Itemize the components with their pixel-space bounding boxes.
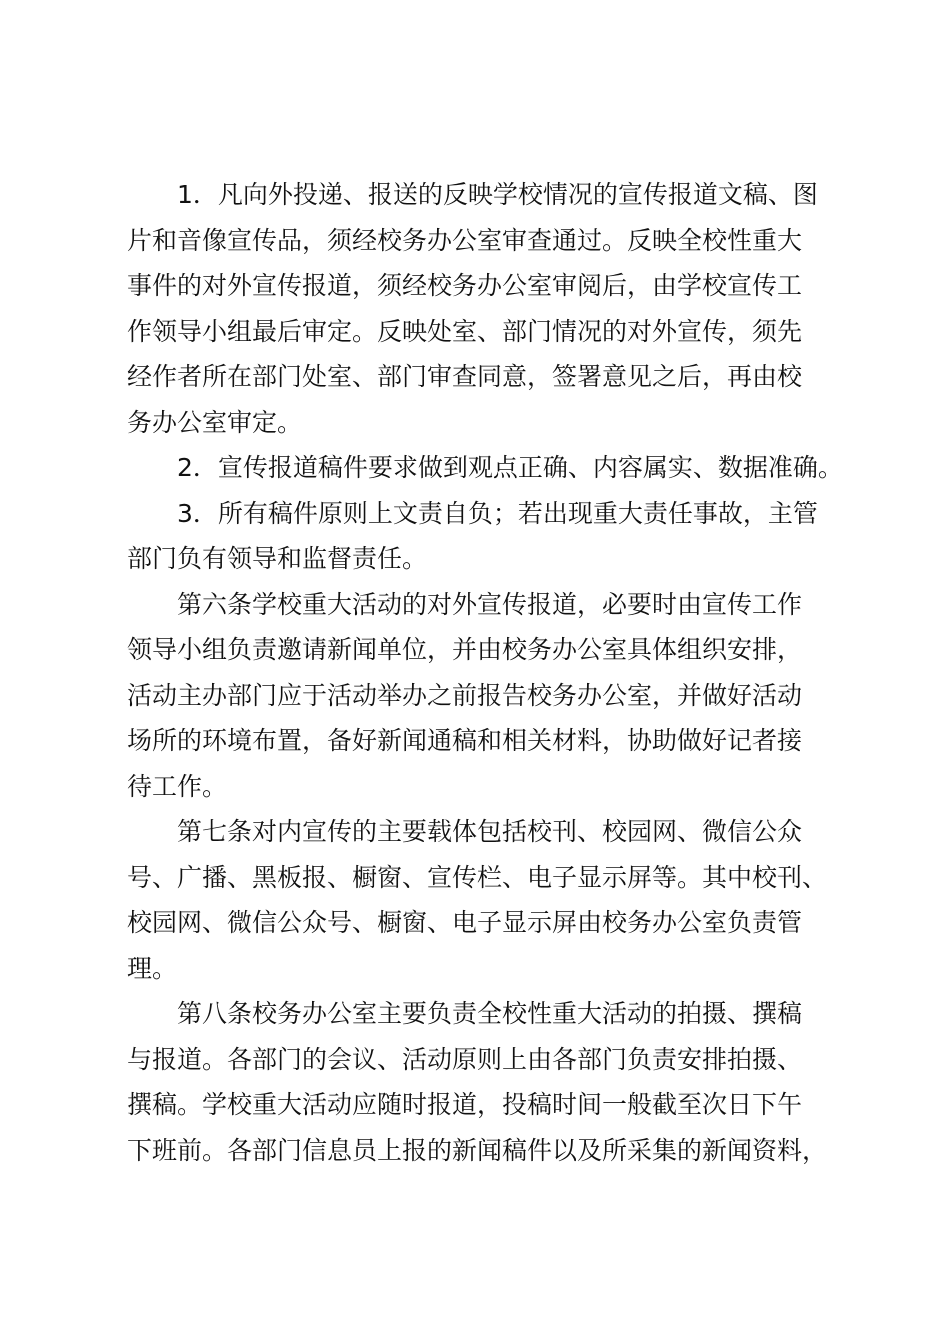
text-line: 作领导小组最后审定。反映处室、部门情况的对外宣传，须先	[127, 316, 803, 346]
text-line: 事件的对外宣传报道，须经校务办公室审阅后，由学校宣传工	[127, 271, 803, 300]
paragraph-clause-2	[127, 445, 843, 491]
text-line: 撰稿。学校重大活动应随时报道，投稿时间一般截至次日下午	[127, 1090, 803, 1119]
text-line: 下班前。各部门信息员上报的新闻稿件以及所采集的新闻资料，	[127, 1135, 828, 1165]
text-line: 领导小组负责邀请新闻单位，并由校务办公室具体组织安排，	[127, 635, 803, 664]
document-body	[127, 172, 843, 1173]
paragraph-clause-3	[127, 491, 833, 582]
text-line: 1．凡向外投递、报送的反映学校情况的宣传报道文稿、图	[177, 180, 818, 209]
text-line: 第七条对内宣传的主要载体包括校刊、校园网、微信公众	[177, 817, 803, 846]
text-line: 务办公室审定。	[127, 407, 303, 437]
text-line: 第八条校务办公室主要负责全校性重大活动的拍摄、撰稿	[177, 999, 803, 1028]
text-line: 2．宣传报道稿件要求做到观点正确、内容属实、数据准确。	[177, 453, 843, 482]
text-line: 号、广播、黑板报、橱窗、宣传栏、电子显示屏等。其中校刊、	[127, 862, 828, 892]
text-line: 部门负有领导和监督责任。	[127, 544, 428, 573]
text-line: 片和音像宣传品，须经校务办公室审查通过。反映全校性重大	[127, 225, 803, 255]
text-line: 与报道。各部门的会议、活动原则上由各部门负责安排拍摄、	[127, 1044, 803, 1074]
text-line: 校园网、微信公众号、橱窗、电子显示屏由校务办公室负责管	[127, 908, 803, 937]
text-line: 待工作。	[127, 771, 228, 801]
paragraph-article-8	[127, 991, 833, 1173]
text-line: 场所的环境布置，备好新闻通稿和相关材料，协助做好记者接	[127, 726, 803, 755]
paragraph-clause-1	[127, 172, 833, 445]
text-line: 经作者所在部门处室、部门审查同意，签署意见之后，再由校	[127, 362, 803, 391]
text-line: 第六条学校重大活动的对外宣传报道，必要时由宣传工作	[177, 589, 803, 619]
paragraph-article-7	[127, 809, 833, 991]
text-line: 3．所有稿件原则上文责自负；若出现重大责任事故，主管	[177, 498, 818, 528]
paragraph-article-6	[127, 582, 833, 810]
text-line: 活动主办部门应于活动举办之前报告校务办公室，并做好活动	[127, 680, 803, 710]
text-line: 理。	[127, 953, 178, 983]
